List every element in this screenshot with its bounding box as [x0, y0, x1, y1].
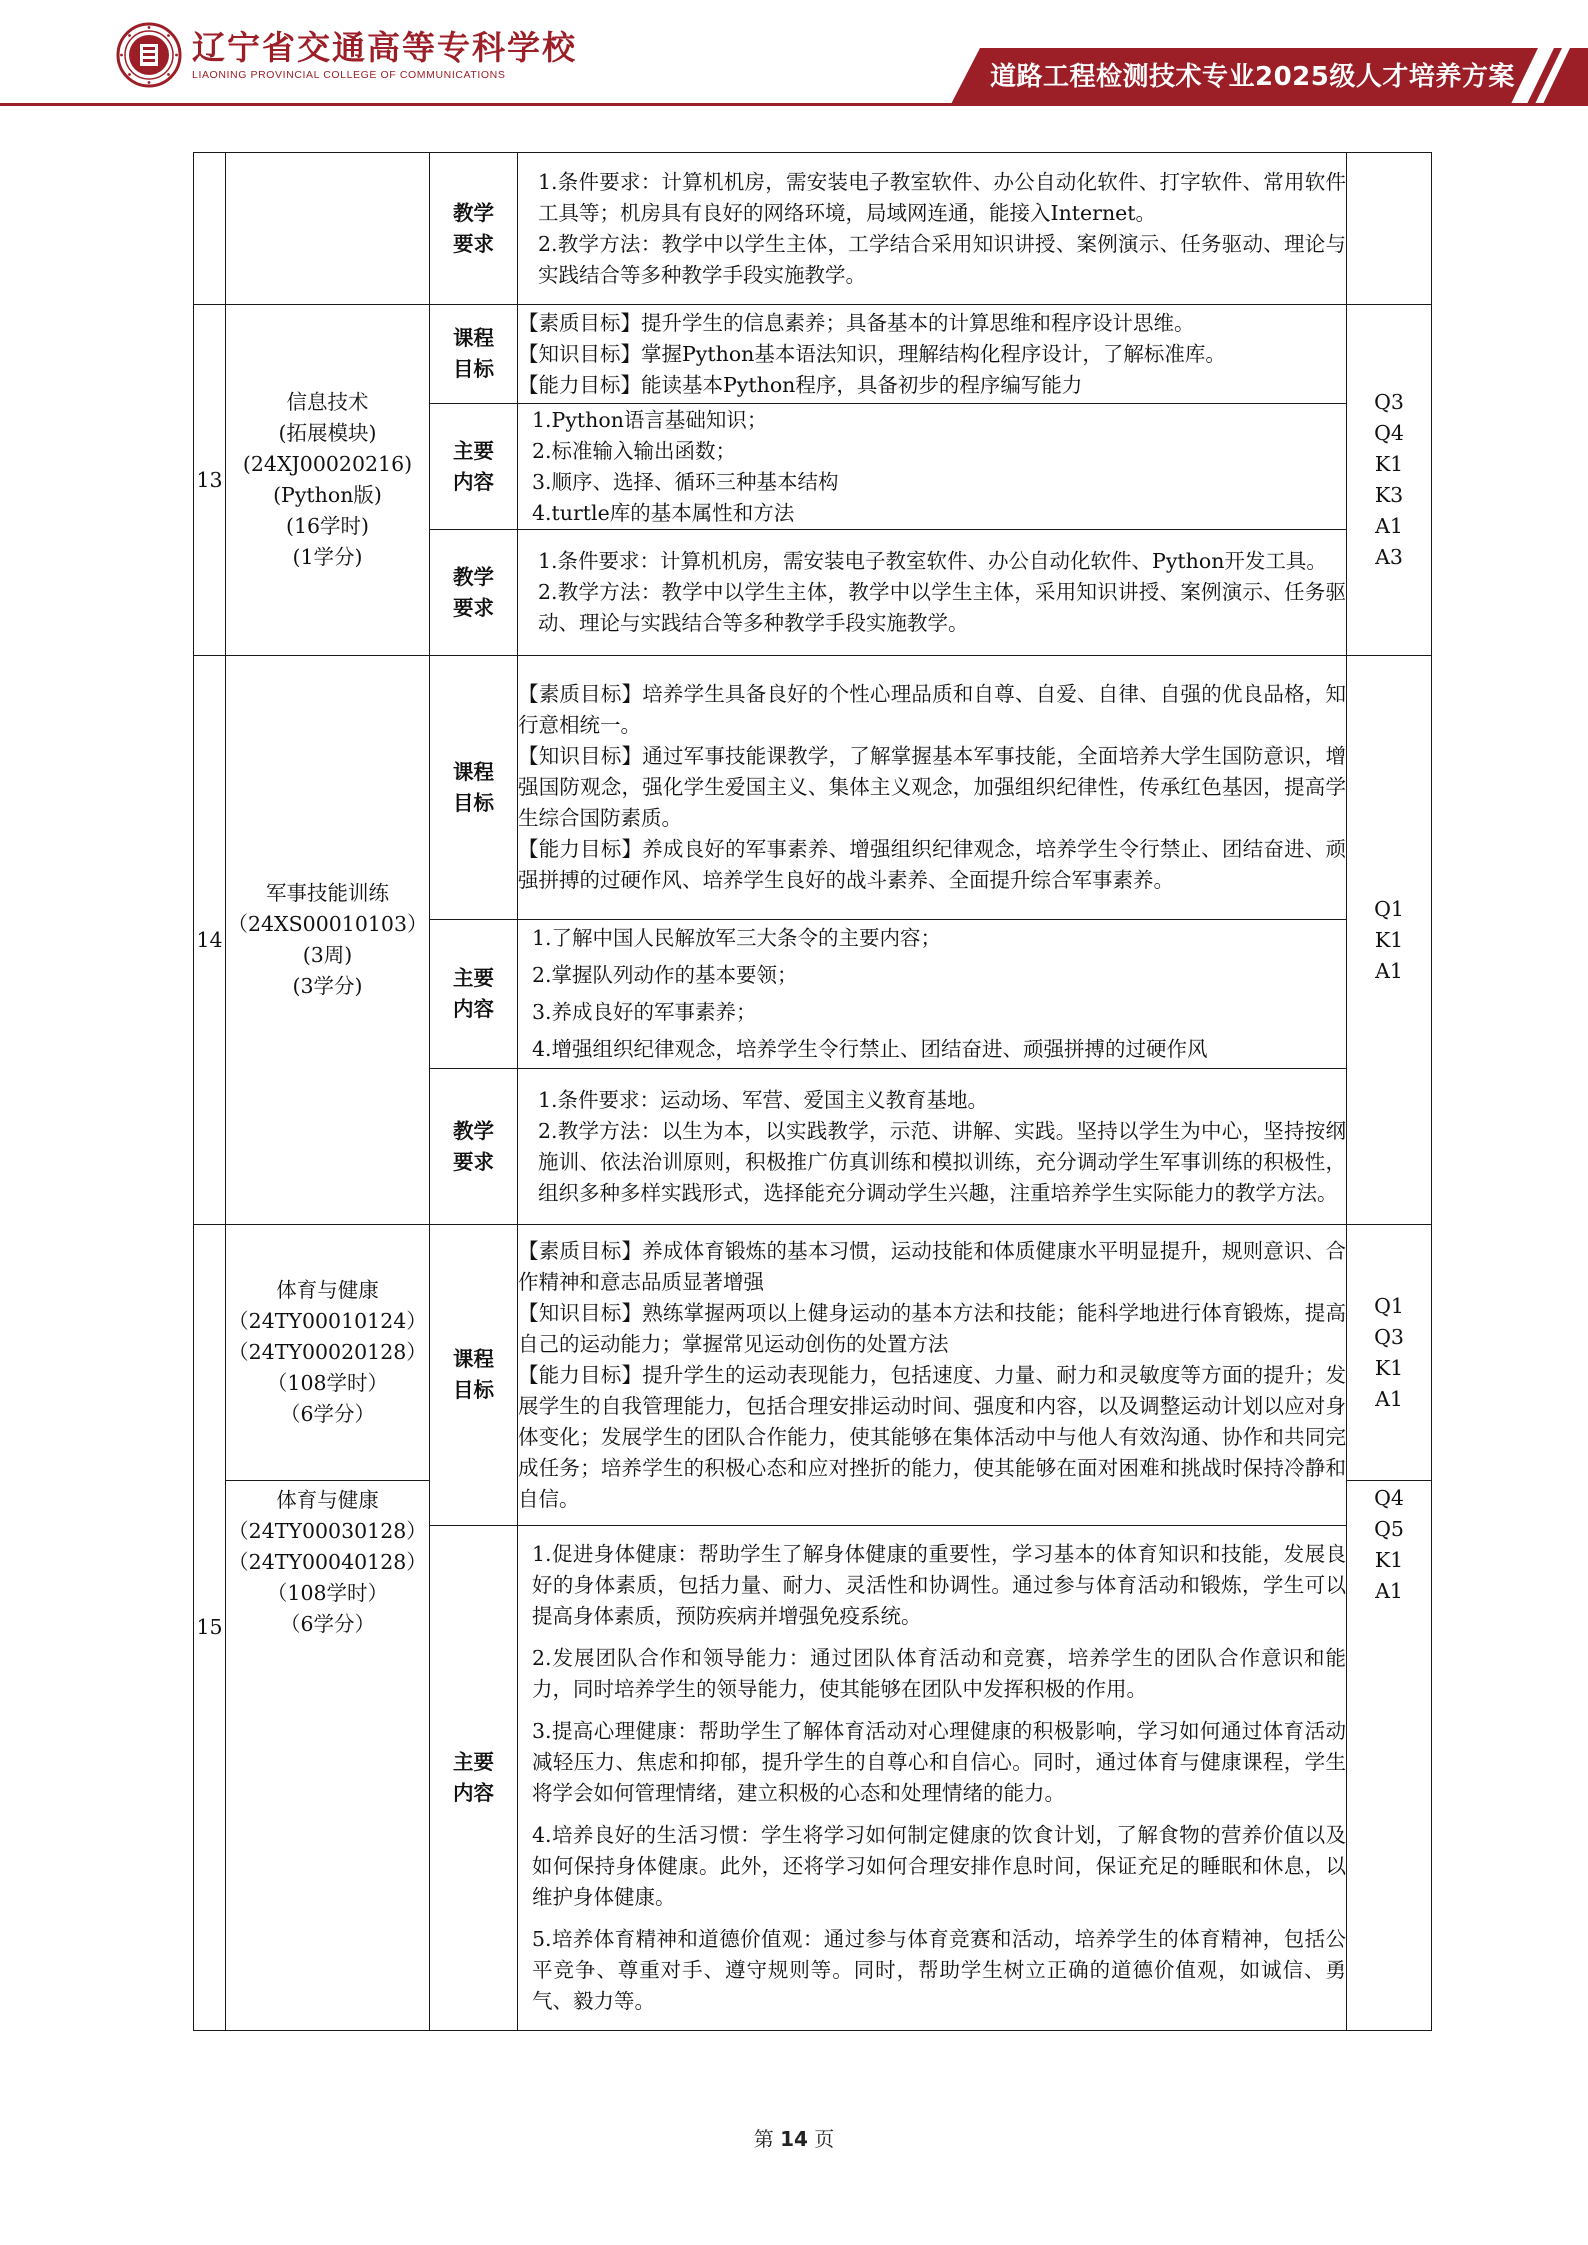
document-title: 道路工程检测技术专业2025级人才培养方案 [990, 62, 1515, 92]
header-rule [0, 103, 1588, 106]
competency-codes: Q3 Q4 K1 K3 A1 A3 [1347, 305, 1432, 656]
main-content: 1.Python语言基础知识； 2.标准输入输出函数； 3.顺序、选择、循环三种基本结构 4.turtle库的基本属性和方法 [518, 404, 1347, 530]
table-row [194, 656, 1432, 920]
row-type-label: 课程 目标 [430, 1225, 518, 1526]
row-type-label: 教学 要求 [430, 530, 518, 656]
course-goals: 【素质目标】提升学生的信息素养；具备基本的计算思维和程序设计思维。 【知识目标】掌握Python基本语法知识，理解结构化程序设计，了解标准库。 【能力目标】能读基本Python程序，具备初步的程序编写能力 [518, 305, 1347, 404]
table-row [194, 305, 1432, 404]
course-table [193, 152, 1432, 2031]
main-content: 1.了解中国人民解放军三大条令的主要内容； 2.掌握队列动作的基本要领； 3.养成良好的军事素养； 4.增强组织纪律观念，培养学生令行禁止、团结奋进、顽强拼搏的过硬作风 [518, 920, 1347, 1069]
page-number: 14 [780, 2127, 808, 2151]
competency-codes [1347, 153, 1432, 305]
table-row [194, 153, 1432, 305]
page-prefix: 第 [753, 2127, 774, 2151]
school-name-en: LIAONING PROVINCIAL COLLEGE OF COMMUNICATIONS [192, 69, 506, 81]
main-content: 1.促进身体健康：帮助学生了解身体健康的重要性，学习基本的体育知识和技能，发展良好的身体素质，包括力量、耐力、灵活性和协调性。通过参与体育活动和锻炼，学生可以提高身体素质，预防疾病并增强免疫系统。 2.发展团队合作和领导能力：通过团队体育活动和竞赛，培养学生的团队合作意识和能力，同时培养学生的领导能力，使其能够在团队中发挥积极的作用。 3.提高心理健康：帮助学生了解体育活动对心理健康的积极影响，学习如何通过体育活动减轻压力、焦虑和抑郁，提升学生的自尊心和自信心。同时，通过体育与健康课程，学生将学会如何管理情绪，建立积极的心态和处理情绪的能力。 4.培养良好的生活习惯：学生将学习如何制定健康的饮食计划，了解食物的营养价值以及如何保持身体健康。此外，还将学习如何合理安排作息时间，保证充足的睡眠和休息，以维护身体健康。 5.培养体育精神和道德价值观：通过参与体育竞赛和活动，培养学生的体育精神，包括公平竞争、尊重对手、遵守规则等。同时，帮助学生树立正确的道德价值观，如诚信、勇气、毅力等。 [518, 1526, 1347, 2031]
teaching-requirements: 1.条件要求：计算机机房，需安装电子教室软件、办公自动化软件、Python开发工具。 2.教学方法：教学中以学生主体，教学中以学生主体，采用知识讲授、案例演示、任务驱动、理论与实践结合等多种教学手段实施教学。 [518, 530, 1347, 656]
row-type-label: 主要 内容 [430, 920, 518, 1069]
row-type-label: 课程 目标 [430, 656, 518, 920]
course-goals: 【素质目标】培养学生具备良好的个性心理品质和自尊、自爱、自律、自强的优良品格，知行意相统一。 【知识目标】通过军事技能课教学，了解掌握基本军事技能，全面培养大学生国防意识，增强国防观念，强化学生爱国主义、集体主义观念，加强组织纪律性，传承红色基因，提高学生综合国防素质。 【能力目标】养成良好的军事素养、增强组织纪律观念，培养学生令行禁止、团结奋进、顽强拼搏的过硬作风、培养学生良好的战斗素养、全面提升综合军事素养。 [518, 656, 1347, 920]
table-row [194, 1225, 1432, 1481]
course-name: 军事技能训练 （24XS00010103） (3周) (3学分) [226, 656, 430, 1225]
page-footer [0, 2123, 1588, 2152]
course-number: 13 [194, 305, 226, 656]
teaching-requirements: 1.条件要求：运动场、军营、爱国主义教育基地。 2.教学方法：以生为本，以实践教学，示范、讲解、实践。坚持以学生为中心，坚持按纲施训、依法治训原则，积极推广仿真训练和模拟训练，充分调动学生军事训练的积极性，组织多种多样实践形式，选择能充分调动学生兴趣，注重培养学生实际能力的教学方法。 [518, 1069, 1347, 1225]
page-suffix: 页 [814, 2127, 835, 2151]
page-header [0, 0, 1588, 110]
course-number: 14 [194, 656, 226, 1225]
course-name: 信息技术 (拓展模块) (24XJ00020216) (Python版) (16学时) (1学分) [226, 305, 430, 656]
row-type-label: 课程 目标 [430, 305, 518, 404]
row-type-label: 教学 要求 [430, 153, 518, 305]
teaching-requirements: 1.条件要求：计算机机房，需安装电子教室软件、办公自动化软件、打字软件、常用软件工具等；机房具有良好的网络环境，局域网连通，能接入Internet。 2.教学方法：教学中以学生主体，工学结合采用知识讲授、案例演示、任务驱动、理论与实践结合等多种教学手段实施教学。 [518, 153, 1347, 305]
college-seal-icon [116, 22, 182, 88]
school-name-cn: 辽宁省交通高等专科学校 [192, 28, 577, 67]
course-number: 15 [194, 1225, 226, 2031]
course-name: 体育与健康 （24TY00030128） （24TY00040128） （108学时） （6学分） [226, 1481, 430, 2031]
row-type-label: 教学 要求 [430, 1069, 518, 1225]
competency-codes: Q1 Q3 K1 A1 [1347, 1225, 1432, 1481]
row-type-label: 主要 内容 [430, 404, 518, 530]
course-goals: 【素质目标】养成体育锻炼的基本习惯，运动技能和体质健康水平明显提升，规则意识、合作精神和意志品质显著增强 【知识目标】熟练掌握两项以上健身运动的基本方法和技能；能科学地进行体育锻炼，提高自己的运动能力；掌握常见运动创伤的处置方法 【能力目标】提升学生的运动表现能力，包括速度、力量、耐力和灵敏度等方面的提升；发展学生的自我管理能力，包括合理安排运动时间、强度和内容，以及调整运动计划以应对身体变化；发展学生的团队合作能力，使其能够在集体活动中与他人有效沟通、协作和共同完成任务；培养学生的积极心态和应对挫折的能力，使其能够在面对困难和挑战时保持冷静和自信。 [518, 1225, 1347, 1526]
college-logo [116, 20, 577, 90]
course-name-cell [226, 153, 430, 305]
competency-codes: Q1 K1 A1 [1347, 656, 1432, 1225]
course-name: 体育与健康 （24TY00010124） （24TY00020128） （108学时） （6学分） [226, 1225, 430, 1481]
competency-codes: Q4 Q5 K1 A1 [1347, 1481, 1432, 2031]
course-number-cell [194, 153, 226, 305]
row-type-label: 主要 内容 [430, 1526, 518, 2031]
